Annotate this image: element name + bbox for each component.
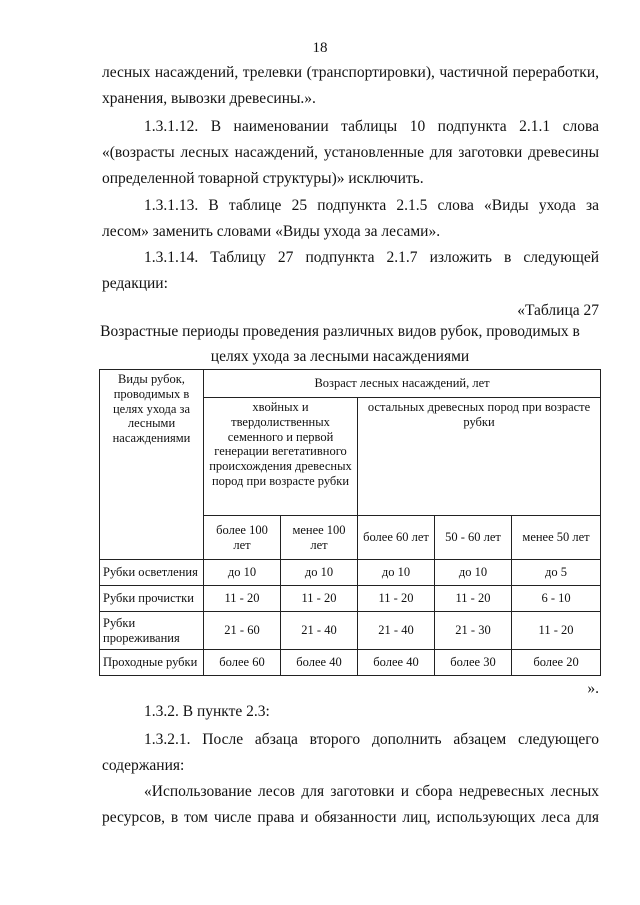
paragraph-line: 1.3.2. В пункте 2.3: [144,703,270,720]
table-cell: до 5 [512,560,601,586]
paragraph-line: редакции: [102,275,168,292]
table-close-quote: ». [587,680,599,697]
row-name: Рубки прочистки [100,586,204,612]
table-cell: более 40 [358,650,435,676]
col-header: менее 100 лет [281,516,358,560]
table-cell: до 10 [358,560,435,586]
paragraph-line: 1.3.1.14. Таблицу 27 подпункта 2.1.7 изложить в следующей [144,249,599,266]
col-header: 50 - 60 лет [435,516,512,560]
table-cell: более 40 [281,650,358,676]
paragraph-line: содержания: [102,757,185,774]
table-cell: 21 - 60 [204,612,281,650]
table-label: «Таблица 27 [517,302,599,319]
paragraph-line: хранения, вывозки древесины.». [102,90,316,107]
table-row [100,560,601,586]
paragraph-line: 1.3.1.13. В таблице 25 подпункта 2.1.5 слова «Виды ухода за [144,197,599,214]
page-number: 18 [312,40,328,56]
table-row [100,650,601,676]
cutting-age-table [99,369,601,676]
paragraph-line: ресурсов, в том числе права и обязанности лиц, использующих леса для [102,809,599,826]
table-cell: 21 - 40 [358,612,435,650]
paragraph-line: «(возрасты лесных насаждений, установленные для заготовки древесины [102,144,599,161]
table-cell: 21 - 40 [281,612,358,650]
table-cell: более 20 [512,650,601,676]
table-cell: 21 - 30 [435,612,512,650]
table-cell: 11 - 20 [204,586,281,612]
row-name: Рубки осветления [100,560,204,586]
paragraph-line: 1.3.2.1. После абзаца второго дополнить абзацем следующего [144,731,599,748]
table-caption: Возрастные периоды проведения различных видов рубок, проводимых в [100,323,580,340]
table-cell: до 10 [435,560,512,586]
col-header: менее 50 лет [512,516,601,560]
table-cell: до 10 [281,560,358,586]
table-cell: 11 - 20 [435,586,512,612]
col-header: более 100 лет [204,516,281,560]
paragraph-line: «Использование лесов для заготовки и сбора недревесных лесных [144,783,599,800]
paragraph-line: лесом» заменить словами «Виды ухода за лесами». [102,223,441,240]
table-row [100,586,601,612]
table-cell: до 10 [204,560,281,586]
paragraph-line: определенной товарной структуры)» исключить. [102,170,424,187]
table-cell: 6 - 10 [512,586,601,612]
table-cell: более 30 [435,650,512,676]
paragraph-line: 1.3.1.12. В наименовании таблицы 10 подпункта 2.1.1 слова [144,118,599,135]
row-name: Рубки прореживания [100,612,204,650]
table-cell: 11 - 20 [281,586,358,612]
header-cutting-type: Виды рубок, проводимых в целях ухода за лесными насаждениями [100,370,204,560]
paragraph-line: лесных насаждений, трелевки (транспортировки), частичной переработки, [102,64,599,81]
table-row [100,612,601,650]
table-caption: целях ухода за лесными насаждениями [210,348,470,365]
col-header: более 60 лет [358,516,435,560]
table-cell: 11 - 20 [358,586,435,612]
table-cell: 11 - 20 [512,612,601,650]
row-name: Проходные рубки [100,650,204,676]
table-cell: более 60 [204,650,281,676]
header-group-conifer: хвойных и твердолиственных семенного и первой генерации вегетативного происхождения древесных пород при возрасте рубки [204,398,358,516]
header-group-other: остальных древесных пород при возрасте рубки [358,398,601,516]
header-forest-age: Возраст лесных насаждений, лет [204,370,601,398]
